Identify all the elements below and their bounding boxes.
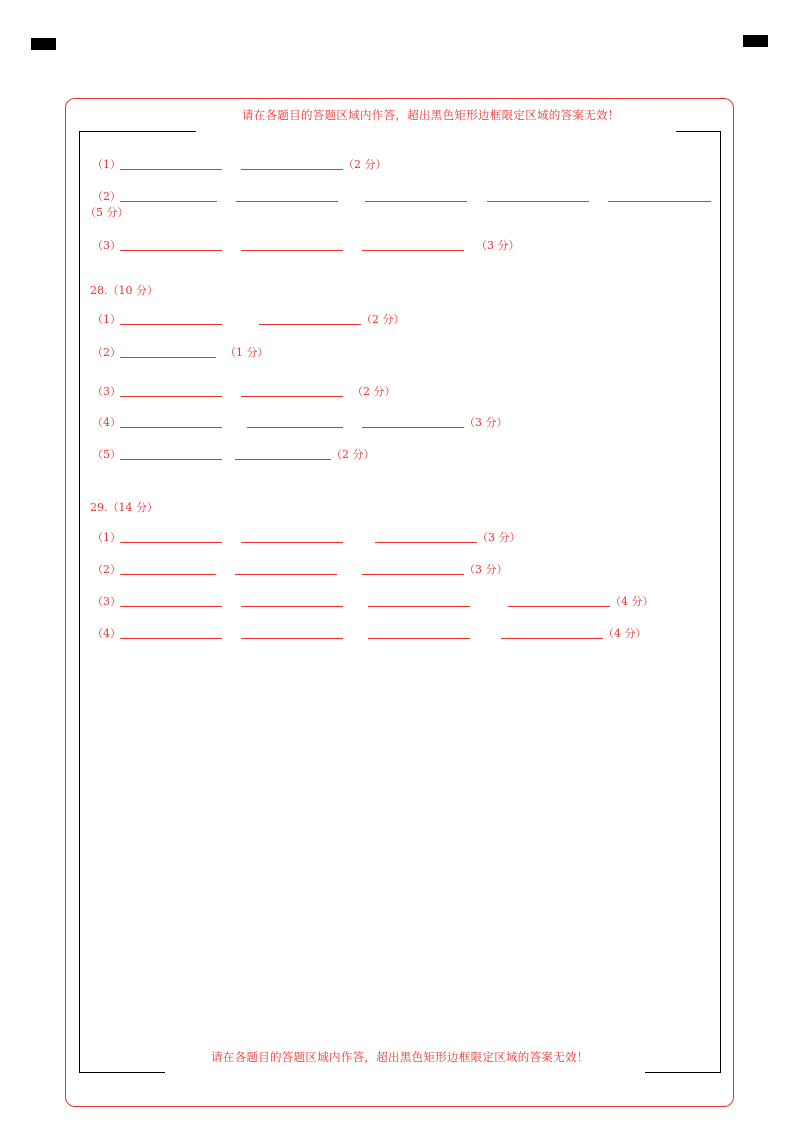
q29-item-2-blank-2[interactable]: [235, 574, 337, 575]
q27-item-3-blank-1[interactable]: [120, 250, 222, 251]
q27-item-3-blank-3[interactable]: [362, 250, 464, 251]
q27-item-2-blank-5[interactable]: [608, 201, 711, 202]
q29-item-4-blank-1[interactable]: [120, 638, 222, 639]
q28-item-1-score: （2 分）: [361, 313, 405, 326]
q29-item-3-label: （3）: [92, 595, 121, 608]
q27-item-2-blank-2[interactable]: [236, 201, 338, 202]
registration-mark-left: [31, 38, 56, 50]
q29-title: 29.（14 分）: [90, 501, 158, 514]
q29-item-3-blank-4[interactable]: [508, 606, 610, 607]
registration-mark-right: [743, 35, 768, 47]
q28-item-3-score: （2 分）: [352, 385, 396, 398]
q28-item-3-label: （3）: [92, 385, 121, 398]
q29-item-2-blank-3[interactable]: [362, 574, 464, 575]
q28-item-1-label: （1）: [92, 313, 121, 326]
q27-item-2-score: （5 分）: [85, 206, 129, 219]
q29-item-3-score: （4 分）: [610, 595, 654, 608]
q27-item-1-label: （1）: [92, 158, 121, 171]
q29-item-4-score: （4 分）: [603, 627, 647, 640]
q29-item-1-score: （3 分）: [477, 531, 521, 544]
q27-item-1-blank-2[interactable]: [241, 169, 343, 170]
q27-item-2-blank-1[interactable]: [120, 201, 217, 202]
q28-item-1-blank-1[interactable]: [120, 324, 222, 325]
q28-item-4-blank-3[interactable]: [362, 427, 464, 428]
q28-item-2-score: （1 分）: [225, 346, 269, 359]
q27-item-2-blank-3[interactable]: [365, 201, 467, 202]
q28-item-3-blank-1[interactable]: [120, 396, 222, 397]
q29-item-4-blank-3[interactable]: [368, 638, 470, 639]
q29-item-1-blank-2[interactable]: [241, 542, 343, 543]
q29-item-3-blank-2[interactable]: [241, 606, 343, 607]
q28-item-5-label: （5）: [92, 448, 121, 461]
q28-item-5-score: （2 分）: [331, 448, 375, 461]
q29-item-4-blank-2[interactable]: [241, 638, 343, 639]
q29-item-3-blank-3[interactable]: [368, 606, 470, 607]
q28-item-1-blank-2[interactable]: [259, 324, 361, 325]
q28-item-4-blank-2[interactable]: [247, 427, 343, 428]
q29-item-3-blank-1[interactable]: [120, 606, 222, 607]
q29-item-1-blank-1[interactable]: [120, 542, 222, 543]
q29-item-4-blank-4[interactable]: [501, 638, 603, 639]
q28-item-2-blank-1[interactable]: [120, 357, 216, 358]
q29-item-1-blank-3[interactable]: [375, 542, 477, 543]
q29-item-2-score: （3 分）: [464, 563, 508, 576]
q27-item-3-score: （3 分）: [476, 239, 520, 252]
q29-item-4-label: （4）: [92, 627, 121, 640]
q28-item-4-score: （3 分）: [464, 416, 508, 429]
q29-item-2-blank-1[interactable]: [120, 574, 216, 575]
q27-item-1-score: （2 分）: [343, 158, 387, 171]
q27-item-2-blank-4[interactable]: [487, 201, 589, 202]
q28-item-5-blank-1[interactable]: [120, 459, 222, 460]
notice-bottom: 请在各题目的答题区域内作答，超出黑色矩形边框限定区域的答案无效！: [205, 1049, 595, 1065]
q28-item-2-label: （2）: [92, 346, 121, 359]
q29-item-1-label: （1）: [92, 531, 121, 544]
q27-item-3-label: （3）: [92, 239, 121, 252]
q28-item-4-blank-1[interactable]: [120, 427, 222, 428]
q28-title: 28.（10 分）: [90, 284, 158, 297]
q28-item-4-label: （4）: [92, 416, 121, 429]
notice-top: 请在各题目的答题区域内作答，超出黑色矩形边框限定区域的答案无效！: [236, 107, 626, 123]
q28-item-3-blank-2[interactable]: [241, 396, 343, 397]
q28-item-5-blank-2[interactable]: [235, 459, 331, 460]
q27-item-3-blank-2[interactable]: [241, 250, 343, 251]
q29-item-2-label: （2）: [92, 563, 121, 576]
q27-item-1-blank-1[interactable]: [120, 169, 222, 170]
q27-item-2-label: （2）: [92, 190, 121, 203]
